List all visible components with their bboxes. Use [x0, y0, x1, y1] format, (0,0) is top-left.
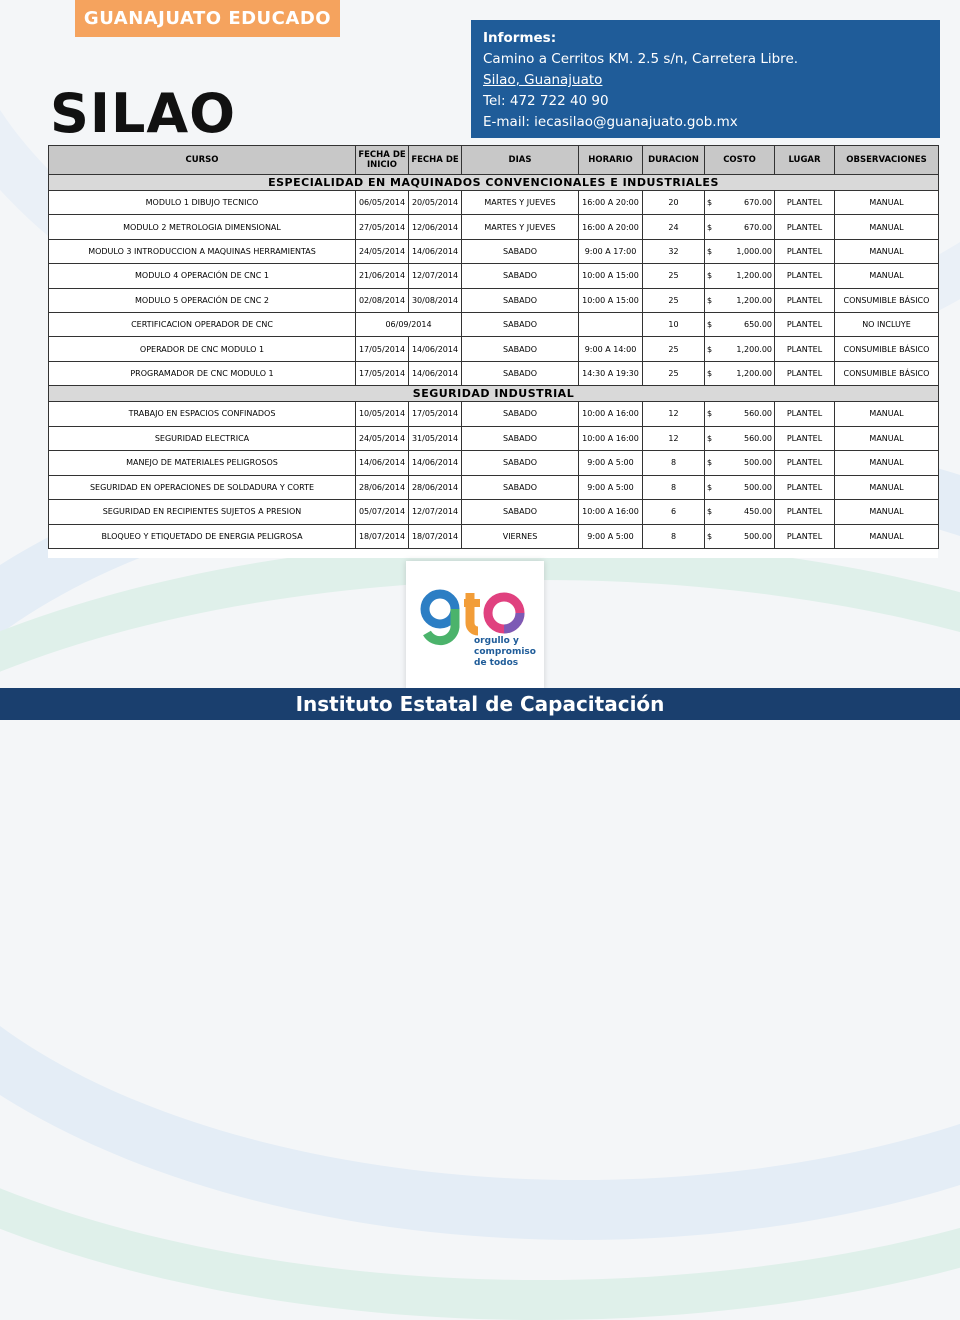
cell-fecha-fin: 17/05/2014 [409, 402, 462, 427]
cell-curso: MANEJO DE MATERIALES PELIGROSOS [49, 451, 356, 476]
table-row [49, 191, 939, 215]
cell-horario: 9:00 A 14:00 [579, 337, 643, 361]
cell-curso: MODULO 3 INTRODUCCION A MAQUINAS HERRAMIENTAS [49, 239, 356, 263]
cell-observaciones: MANUAL [835, 239, 939, 263]
logo-tagline-2: compromiso [474, 647, 536, 657]
cell-observaciones: MANUAL [835, 451, 939, 476]
cell-fecha-inicio: 05/07/2014 [356, 500, 409, 525]
cell-fecha-inicio: 27/05/2014 [356, 215, 409, 239]
gto-logo-card [406, 561, 544, 691]
cell-horario: 10:00 A 16:00 [579, 500, 643, 525]
cell-dias: MARTES Y JUEVES [462, 215, 579, 239]
section-row [49, 386, 939, 402]
cell-lugar: PLANTEL [775, 239, 835, 263]
cell-duracion: 25 [643, 337, 705, 361]
currency-symbol: $ [707, 271, 713, 281]
cost-value: 1,200.00 [736, 271, 772, 281]
gto-logo [406, 561, 544, 691]
cell-fecha-inicio: 06/05/2014 [356, 191, 409, 215]
cell-curso: MODULO 5 OPERACIÓN DE CNC 2 [49, 288, 356, 312]
footer-bar: Instituto Estatal de Capacitación [0, 688, 960, 720]
table-row [49, 451, 939, 476]
cell-costo [705, 215, 775, 239]
cell-lugar: PLANTEL [775, 402, 835, 427]
column-header: CURSO [49, 146, 356, 175]
currency-symbol: $ [707, 409, 713, 419]
table-header-row [49, 146, 939, 175]
cell-costo [705, 361, 775, 385]
cell-duracion: 24 [643, 215, 705, 239]
cell-fecha-fin: 12/07/2014 [409, 264, 462, 288]
cell-horario: 10:00 A 15:00 [579, 264, 643, 288]
cell-observaciones: MANUAL [835, 191, 939, 215]
cell-costo [705, 451, 775, 476]
info-tel: Tel: 472 722 40 90 [483, 93, 609, 109]
cell-lugar: PLANTEL [775, 312, 835, 336]
section-title: ESPECIALIDAD EN MAQUINADOS CONVENCIONALES E INDUSTRIALES [49, 175, 939, 191]
table-row [49, 288, 939, 312]
table-row [49, 239, 939, 263]
cell-curso: MODULO 1 DIBUJO TECNICO [49, 191, 356, 215]
cell-fecha-fin: 14/06/2014 [409, 361, 462, 385]
cell-fecha-fin: 14/06/2014 [409, 451, 462, 476]
cell-costo [705, 288, 775, 312]
cost-value: 500.00 [744, 531, 772, 541]
cell-observaciones: MANUAL [835, 524, 939, 549]
cell-curso: BLOQUEO Y ETIQUETADO DE ENERGIA PELIGROSA [49, 524, 356, 549]
cell-curso: TRABAJO EN ESPACIOS CONFINADOS [49, 402, 356, 427]
cell-duracion: 8 [643, 451, 705, 476]
info-city: Silao, Guanajuato [483, 72, 603, 88]
cell-observaciones: MANUAL [835, 215, 939, 239]
table-row [49, 361, 939, 385]
table-row [49, 312, 939, 336]
cell-duracion: 10 [643, 312, 705, 336]
cell-costo [705, 500, 775, 525]
cell-dias: SABADO [462, 361, 579, 385]
cell-observaciones: MANUAL [835, 475, 939, 500]
table-row [49, 475, 939, 500]
cell-horario: 14:30 A 19:30 [579, 361, 643, 385]
cell-fecha-inicio: 14/06/2014 [356, 451, 409, 476]
cell-horario: 9:00 A 17:00 [579, 239, 643, 263]
currency-symbol: $ [707, 433, 713, 443]
cell-dias: SABADO [462, 500, 579, 525]
currency-symbol: $ [707, 222, 713, 232]
currency-symbol: $ [707, 198, 713, 208]
cell-observaciones: NO INCLUYE [835, 312, 939, 336]
table-row [49, 426, 939, 451]
cell-duracion: 12 [643, 426, 705, 451]
cell-dias: SABADO [462, 264, 579, 288]
cell-costo [705, 475, 775, 500]
cell-dias: VIERNES [462, 524, 579, 549]
cell-costo [705, 191, 775, 215]
cost-value: 450.00 [744, 507, 772, 517]
cost-value: 500.00 [744, 458, 772, 468]
cell-lugar: PLANTEL [775, 215, 835, 239]
cell-fecha-inicio: 18/07/2014 [356, 524, 409, 549]
cell-lugar: PLANTEL [775, 361, 835, 385]
cell-lugar: PLANTEL [775, 451, 835, 476]
cell-dias: SABADO [462, 312, 579, 336]
cell-lugar: PLANTEL [775, 475, 835, 500]
cell-observaciones: MANUAL [835, 500, 939, 525]
table-body [49, 175, 939, 549]
cell-fecha-fin: 31/05/2014 [409, 426, 462, 451]
cell-duracion: 25 [643, 288, 705, 312]
cell-dias: SABADO [462, 451, 579, 476]
cell-horario: 10:00 A 16:00 [579, 402, 643, 427]
cell-horario: 9:00 A 5:00 [579, 475, 643, 500]
cell-lugar: PLANTEL [775, 426, 835, 451]
cell-costo [705, 337, 775, 361]
cell-costo [705, 264, 775, 288]
currency-symbol: $ [707, 344, 713, 354]
cell-curso: MODULO 4 OPERACIÓN DE CNC 1 [49, 264, 356, 288]
currency-symbol: $ [707, 458, 713, 468]
cell-fecha-inicio: 24/05/2014 [356, 426, 409, 451]
cost-value: 1,200.00 [736, 368, 772, 378]
cell-curso: OPERADOR DE CNC MODULO 1 [49, 337, 356, 361]
column-header: OBSERVACIONES [835, 146, 939, 175]
cell-curso: SEGURIDAD ELECTRICA [49, 426, 356, 451]
column-header: DIAS [462, 146, 579, 175]
info-heading: Informes: [483, 30, 557, 46]
cell-curso: SEGURIDAD EN RECIPIENTES SUJETOS A PRESION [49, 500, 356, 525]
cell-fecha-fin: 30/08/2014 [409, 288, 462, 312]
cost-value: 1,000.00 [736, 246, 772, 256]
cell-curso: MODULO 2 METROLOGIA DIMENSIONAL [49, 215, 356, 239]
cell-curso: CERTIFICACION OPERADOR DE CNC [49, 312, 356, 336]
cell-observaciones: CONSUMIBLE BÁSICO [835, 288, 939, 312]
cell-duracion: 6 [643, 500, 705, 525]
table-row [49, 215, 939, 239]
cost-value: 560.00 [744, 433, 772, 443]
cell-dias: SABADO [462, 402, 579, 427]
cell-horario: 9:00 A 5:00 [579, 451, 643, 476]
page-title: SILAO [50, 82, 237, 145]
cell-fecha-fin: 20/05/2014 [409, 191, 462, 215]
cell-horario: 10:00 A 15:00 [579, 288, 643, 312]
brand-tab: GUANAJUATO EDUCADO [75, 0, 340, 37]
cost-value: 650.00 [744, 320, 772, 330]
cell-costo [705, 402, 775, 427]
cell-fecha-inicio: 02/08/2014 [356, 288, 409, 312]
cell-horario: 16:00 A 20:00 [579, 191, 643, 215]
cost-value: 560.00 [744, 409, 772, 419]
cell-lugar: PLANTEL [775, 524, 835, 549]
section-title: SEGURIDAD INDUSTRIAL [49, 386, 939, 402]
cell-fecha-inicio: 10/05/2014 [356, 402, 409, 427]
cell-fecha-inicio: 17/05/2014 [356, 337, 409, 361]
table-row [49, 500, 939, 525]
cell-dias: MARTES Y JUEVES [462, 191, 579, 215]
cell-dias: SABADO [462, 426, 579, 451]
logo-tagline-1: orgullo y [474, 636, 519, 646]
cell-fecha-fin: 28/06/2014 [409, 475, 462, 500]
cell-lugar: PLANTEL [775, 500, 835, 525]
cell-curso: PROGRAMADOR DE CNC MODULO 1 [49, 361, 356, 385]
cost-value: 500.00 [744, 482, 772, 492]
cell-horario: 16:00 A 20:00 [579, 215, 643, 239]
cell-lugar: PLANTEL [775, 337, 835, 361]
cell-dias: SABADO [462, 239, 579, 263]
cell-observaciones: MANUAL [835, 426, 939, 451]
cell-duracion: 8 [643, 524, 705, 549]
cell-dias: SABADO [462, 337, 579, 361]
cell-dias: SABADO [462, 475, 579, 500]
currency-symbol: $ [707, 295, 713, 305]
cell-fecha-fin: 14/06/2014 [409, 337, 462, 361]
cell-curso: SEGURIDAD EN OPERACIONES DE SOLDADURA Y CORTE [49, 475, 356, 500]
cell-fecha-fin: 12/06/2014 [409, 215, 462, 239]
table-row [49, 264, 939, 288]
cell-lugar: PLANTEL [775, 288, 835, 312]
cell-duracion: 8 [643, 475, 705, 500]
cell-horario [579, 312, 643, 336]
section-row [49, 175, 939, 191]
course-table [48, 145, 939, 549]
cell-observaciones: CONSUMIBLE BÁSICO [835, 337, 939, 361]
cell-fecha-fin: 14/06/2014 [409, 239, 462, 263]
table-row [49, 524, 939, 549]
cell-fecha-inicio: 28/06/2014 [356, 475, 409, 500]
cost-value: 670.00 [744, 198, 772, 208]
cell-observaciones: MANUAL [835, 264, 939, 288]
currency-symbol: $ [707, 368, 713, 378]
currency-symbol: $ [707, 531, 713, 541]
column-header: FECHA DE INICIO [356, 146, 409, 175]
cell-fecha-inicio: 06/09/2014 [356, 312, 462, 336]
cell-duracion: 25 [643, 361, 705, 385]
cell-fecha-inicio: 24/05/2014 [356, 239, 409, 263]
cell-fecha-inicio: 21/06/2014 [356, 264, 409, 288]
cell-observaciones: CONSUMIBLE BÁSICO [835, 361, 939, 385]
cell-dias: SABADO [462, 288, 579, 312]
column-header: FECHA DE [409, 146, 462, 175]
cell-lugar: PLANTEL [775, 191, 835, 215]
cell-observaciones: MANUAL [835, 402, 939, 427]
table-row [49, 402, 939, 427]
cell-fecha-fin: 12/07/2014 [409, 500, 462, 525]
cell-costo [705, 312, 775, 336]
cell-horario: 10:00 A 16:00 [579, 426, 643, 451]
cell-costo [705, 524, 775, 549]
cost-value: 670.00 [744, 222, 772, 232]
cell-duracion: 20 [643, 191, 705, 215]
info-address: Camino a Cerritos KM. 2.5 s/n, Carretera Libre. [483, 51, 799, 67]
currency-symbol: $ [707, 507, 713, 517]
cell-duracion: 25 [643, 264, 705, 288]
course-table-sheet [48, 145, 938, 558]
cell-fecha-inicio: 17/05/2014 [356, 361, 409, 385]
table-row [49, 337, 939, 361]
cell-costo [705, 426, 775, 451]
cell-horario: 9:00 A 5:00 [579, 524, 643, 549]
cell-duracion: 32 [643, 239, 705, 263]
column-header: HORARIO [579, 146, 643, 175]
cell-duracion: 12 [643, 402, 705, 427]
column-header: DURACION [643, 146, 705, 175]
cell-fecha-fin: 18/07/2014 [409, 524, 462, 549]
cost-value: 1,200.00 [736, 295, 772, 305]
currency-symbol: $ [707, 246, 713, 256]
logo-tagline-3: de todos [474, 658, 519, 668]
column-header: LUGAR [775, 146, 835, 175]
info-email: E-mail: iecasilao@guanajuato.gob.mx [483, 114, 738, 130]
column-header: COSTO [705, 146, 775, 175]
currency-symbol: $ [707, 482, 713, 492]
info-box [471, 20, 940, 138]
cell-lugar: PLANTEL [775, 264, 835, 288]
cell-costo [705, 239, 775, 263]
currency-symbol: $ [707, 320, 713, 330]
cost-value: 1,200.00 [736, 344, 772, 354]
